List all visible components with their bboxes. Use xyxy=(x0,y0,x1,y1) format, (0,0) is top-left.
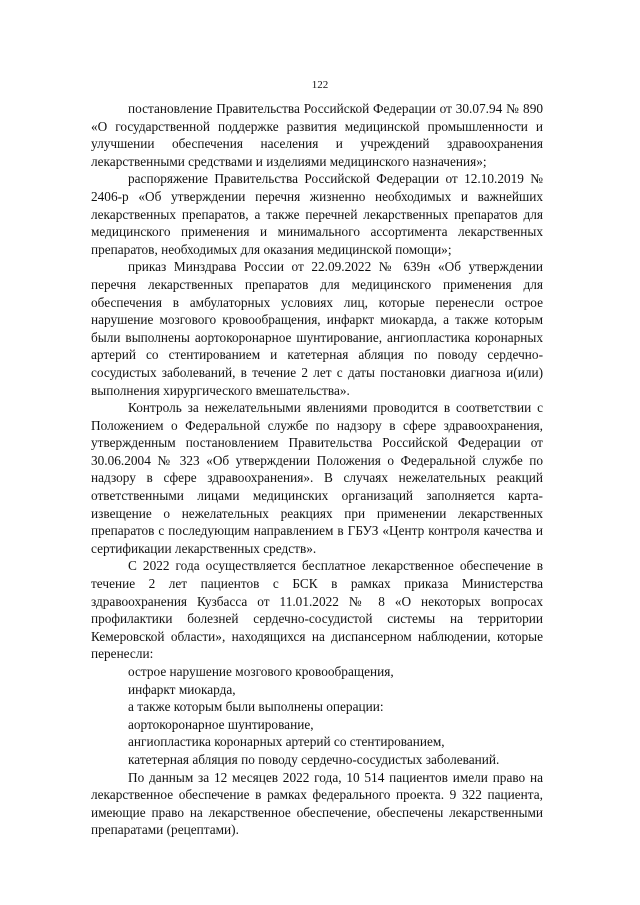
paragraph-rasporyazhenie-2406r: распоряжение Правительства Российской Федерации от 12.10.2019 № 2406-р «Об утверждении перечня жизненно необходимых и важнейших лекарственных препаратов, а также перечней лекарственных препаратов для медицинского применения и минимального ассортимента лекарственных препаратов, необходимых для оказания медицинской помощи»; xyxy=(91,171,543,257)
list-item: аортокоронарное шунтирование, xyxy=(128,716,314,732)
list-item: катетерная абляция по поводу сердечно-сосудистых заболеваний. xyxy=(128,751,500,767)
document-body xyxy=(91,100,543,839)
page-number: 122 xyxy=(311,79,329,91)
paragraph-kontrol-nezhelatelnyh-yavleniy: Контроль за нежелательными явлениями проводится в соответствии с Положением о Федеральной службе по надзору в сфере здравоохранения, утвержденным постановлением Правительства Российской Федерации от 30.06.2004 № 323 «Об утверждении Положения о Федеральной службе по надзору в сфере здравоохранения». В случаях нежелательных реакций ответственными лицами медицинских организаций заполняется карта-извещение о нежелательных реакциях при применении лекарственных препаратов с последующим направлением в ГБУЗ «Центр контроля качества и сертификации лекарственных средств». xyxy=(91,400,543,556)
paragraph-postanovlenie-890: постановление Правительства Российской Федерации от 30.07.94 № 890 «О государственной поддержке развития медицинской промышленности и улучшении обеспечения населения и учреждений здравоохранения лекарственными средствами и изделиями медицинского назначения»; xyxy=(91,101,543,169)
paragraph-statistics-2022: По данным за 12 месяцев 2022 года, 10 514 пациентов имели право на лекарственное обеспечение в рамках федерального проекта. 9 322 пациента, имеющие право на лекарственное обеспечение, обеспечены лекарственными препаратами (рецептами). xyxy=(91,769,543,838)
paragraph-lekarstvennoe-obespechenie-2022: С 2022 года осуществляется бесплатное лекарственное обеспечение в течение 2 лет пациентов с БСК в рамках приказа Министерства здравоохранения Кузбасса от 11.01.2022 № 8 «О некоторых вопросах профилактики болезней сердечно-сосудистой системы на территории Кемеровской области», находящихся на диспансерном наблюдении, которые перенесли: xyxy=(91,558,543,662)
list-item: ангиопластика коронарных артерий со стентированием, xyxy=(128,734,445,750)
list-item: острое нарушение мозгового кровообращения, xyxy=(128,664,394,679)
list-item: инфаркт миокарда, xyxy=(128,681,236,697)
paragraph-prikaz-639n: приказ Минздрава России от 22.09.2022 № 639н «Об утверждении перечня лекарственных препаратов для медицинского применения для обеспечения в амбулаторных условиях лиц, которые перенесли острое нарушение мозгового кровообращения, инфаркт миокарда, а также которым были выполнены аортокоронарное шунтирование, ангиопластика коронарных артерий со стентированием и катетерная абляция по поводу сердечно-сосудистых заболеваний, в течение 2 лет с даты постановки диагноза и(или) выполнения хирургического вмешательства». xyxy=(91,259,543,398)
list-item: а также которым были выполнены операции: xyxy=(128,699,384,715)
